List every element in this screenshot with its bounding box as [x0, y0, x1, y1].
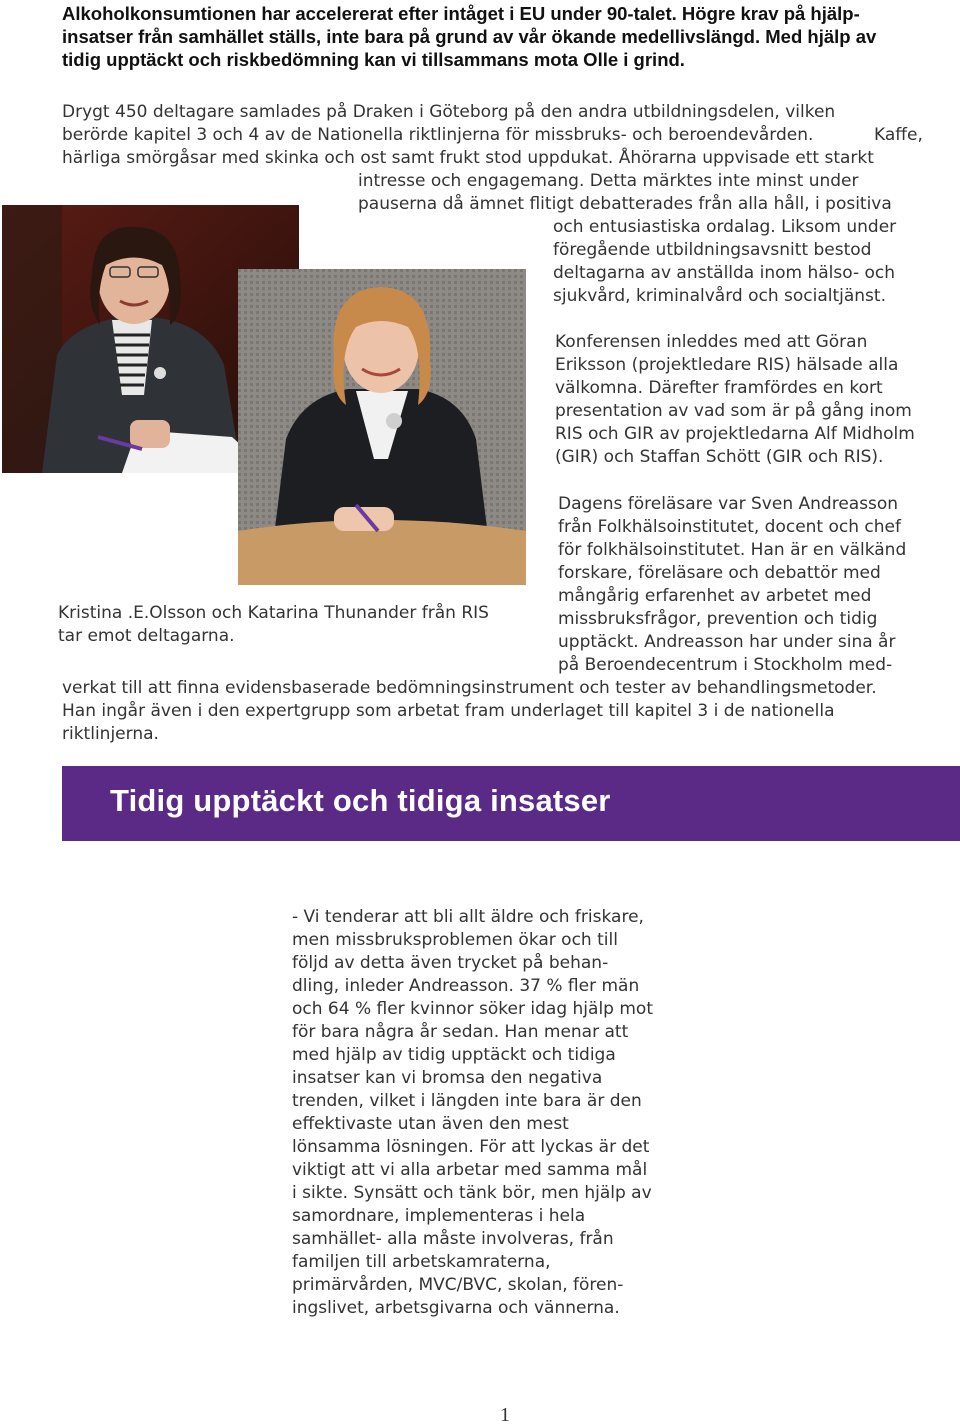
body-line: Dagens föreläsare var Sven Andreasson [558, 494, 899, 514]
quote-line: med hjälp av tidig upptäckt och tidiga [292, 1045, 616, 1065]
intro-line: insatser från samhället ställs, inte bara på grund av vår ökande medellivslängd. Med hjälp av [62, 26, 877, 47]
intro-line: tidig upptäckt och riskbedömning kan vi tillsammans mota Olle i grind. [62, 49, 685, 70]
body-line: mångårig erfarenhet av arbetet med [558, 586, 872, 606]
body-line: sjukvård, kriminalvård och socialtjänst. [553, 286, 886, 306]
body-line: forskare, föreläsare och debattör med [558, 563, 881, 583]
body-line: föregående utbildningsavsnitt bestod [553, 240, 872, 260]
quote-line: familjen till arbetskamraterna, [292, 1252, 551, 1272]
quote-line: ingslivet, arbetsgivarna och vännerna. [292, 1298, 620, 1318]
body-line: på Beroendecentrum i Stockholm med- [558, 655, 893, 675]
body-line: Han ingår även i den expertgrupp som arbetat fram underlaget till kapitel 3 i de nationella [62, 701, 835, 721]
page-number: 1 [500, 1404, 510, 1426]
quote-line: samhället- alla måste involveras, från [292, 1229, 614, 1249]
body-line: för folkhälsoinstitutet. Han är en välkänd [558, 540, 907, 560]
intro-line: Alkoholkonsumtionen har accelererat efter intåget i EU under 90-talet. Högre krav på hjälp- [62, 3, 860, 24]
quote-line: och 64 % fler kvinnor söker idag hjälp mot [292, 999, 653, 1019]
body-line: Kaffe, [874, 125, 923, 145]
quote-line: samordnare, implementeras i hela [292, 1206, 586, 1226]
quote-line: insatser kan vi bromsa den negativa [292, 1068, 603, 1088]
quote-line: lönsamma lösningen. För att lyckas är det [292, 1137, 650, 1157]
body-line: härliga smörgåsar med skinka och ost samt frukt stod uppdukat. Åhörarna uppvisade ett starkt [62, 148, 874, 168]
quote-line: viktigt att vi alla arbetar med samma mål [292, 1160, 648, 1180]
body-line: från Folkhälsoinstitutet, docent och chef [558, 517, 901, 537]
photo-katarina [238, 269, 526, 585]
body-line: Eriksson (projektledare RIS) hälsade alla [555, 355, 899, 375]
quote-line: trenden, vilket i längden inte bara är den [292, 1091, 642, 1111]
body-line: (GIR) och Staffan Schött (GIR och RIS). [555, 447, 884, 467]
section-heading: Tidig upptäckt och tidiga insatser [110, 783, 611, 818]
body-line: Konferensen inleddes med att Göran [555, 332, 868, 352]
quote-line: dling, inleder Andreasson. 37 % fler män [292, 976, 640, 996]
caption-line: Kristina .E.Olsson och Katarina Thunander från RIS [58, 603, 489, 623]
body-line: riktlinjerna. [62, 724, 159, 744]
quote-line: följd av detta även trycket på behan- [292, 953, 609, 973]
section-banner [62, 766, 960, 841]
body-line: presentation av vad som är på gång inom [555, 401, 912, 421]
body-line: intresse och engagemang. Detta märktes inte minst under [358, 171, 859, 191]
body-line: RIS och GIR av projektledarna Alf Midholm [555, 424, 915, 444]
body-line: berörde kapitel 3 och 4 av de Nationella riktlinjerna för missbruks- och beroendevården. [62, 125, 814, 145]
quote-line: i sikte. Synsätt och tänk bör, men hjälp av [292, 1183, 652, 1203]
body-line: deltagarna av anställda inom hälso- och [553, 263, 896, 283]
body-line: välkomna. Därefter framfördes en kort [555, 378, 883, 398]
intro-paragraph [62, 2, 942, 71]
body-line: missbruksfrågor, prevention och tidig [558, 609, 878, 629]
quote-line: - Vi tenderar att bli allt äldre och friskare, [292, 907, 644, 927]
quote-line: för bara några år sedan. Han menar att [292, 1022, 629, 1042]
caption-line: tar emot deltagarna. [58, 626, 235, 646]
body-line: pauserna då ämnet flitigt debatterades från alla håll, i positiva [358, 194, 892, 214]
body-line: verkat till att finna evidensbaserade bedömningsinstrument och tester av behandlingsmetoder. [62, 678, 877, 698]
body-line: Drygt 450 deltagare samlades på Draken i Göteborg på den andra utbildningsdelen, vilken [62, 102, 836, 122]
body-line: och entusiastiska ordalag. Liksom under [553, 217, 897, 237]
quote-line: men missbruksproblemen ökar och till [292, 930, 618, 950]
quote-line: primärvården, MVC/BVC, skolan, fören- [292, 1275, 624, 1295]
body-line: upptäckt. Andreasson har under sina år [558, 632, 896, 652]
quote-line: effektivaste utan även den mest [292, 1114, 569, 1134]
